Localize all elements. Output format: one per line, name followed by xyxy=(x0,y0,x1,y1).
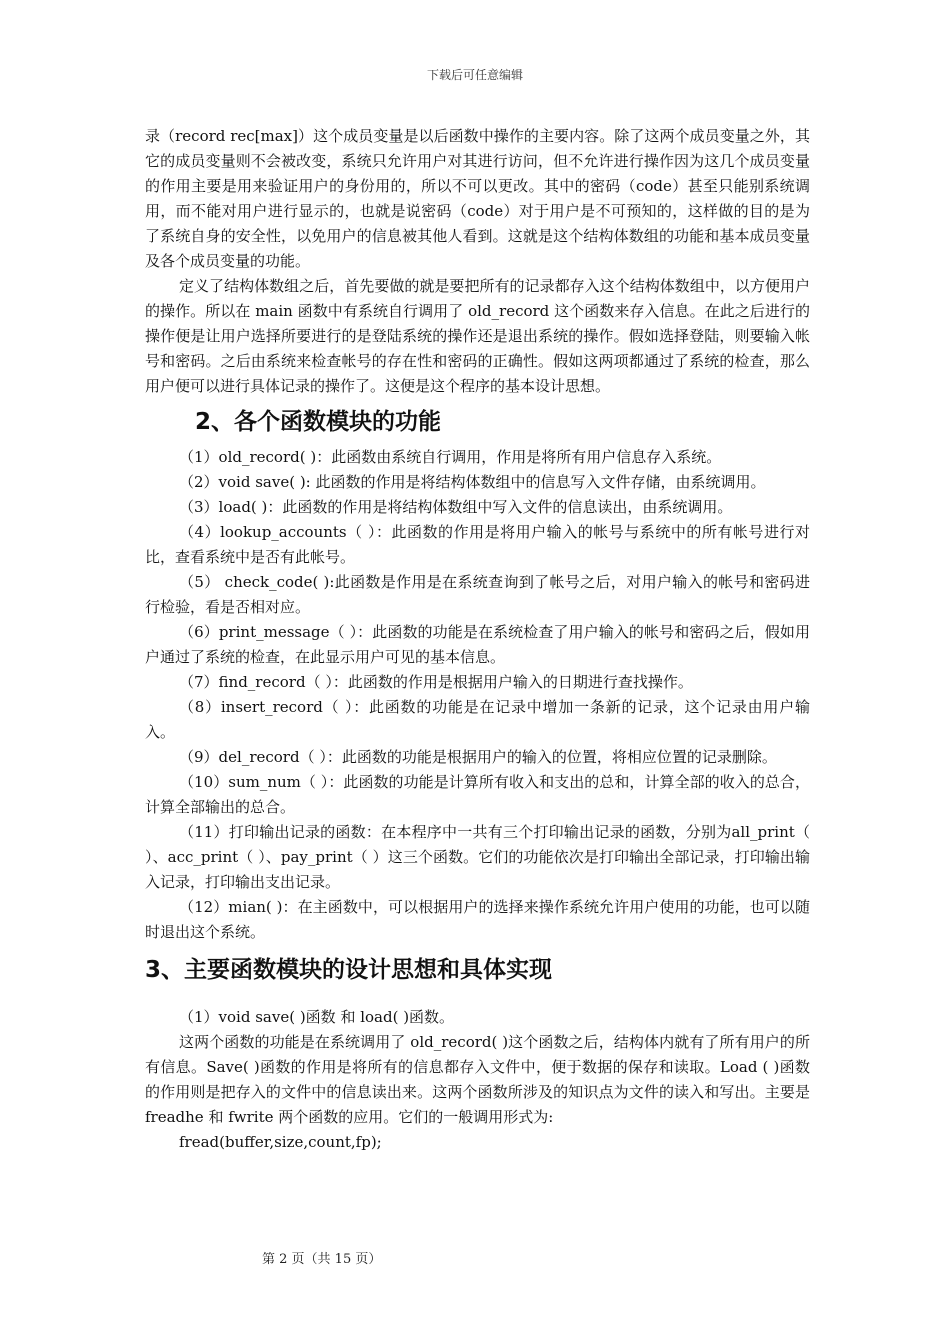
function-item-4: （4）lookup_accounts（ ）：此函数的作用是将用户输入的帐号与系统中的所有帐号进行对比，查看系统中是否有此帐号。 xyxy=(145,523,810,566)
page-content xyxy=(145,124,810,1155)
section-3-subheading: （1）void save( )函数 和 load( )函数。 xyxy=(179,1008,455,1026)
section-3-paragraph: 这两个函数的功能是在系统调用了 old_record( )这个函数之后，结构体内就有了所有用户的所有信息。Save( )函数的作用是将所有的信息都存入文件中，便于数据的保存和读取。Load ( )函数的作用则是把存入的文件中的信息读出来。这两个函数所涉及的知识点为文件的读入和写出。主要是 freadhe 和 fwrite 两个函数的应用。它们的一般调用形式为: xyxy=(145,1033,810,1126)
code-line: fread(buffer,size,count,fp); xyxy=(179,1133,382,1151)
section-2-heading: 2、各个函数模块的功能 xyxy=(195,409,442,435)
function-item-1: （1）old_record( )：此函数由系统自行调用，作用是将所有用户信息存入系统。 xyxy=(179,448,722,466)
function-item-8: （8）insert_record（ ）：此函数的功能是在记录中增加一条新的记录，这个记录由用户输入。 xyxy=(145,698,810,741)
intro-paragraph-1: 录（record rec[max]）这个成员变量是以后函数中操作的主要内容。除了这两个成员变量之外，其它的成员变量则不会被改变，系统只允许用户对其进行访问，但不允许进行操作因为这几个成员变量的作用主要是用来验证用户的身份用的，所以不可以更改。其中的密码（code）甚至只能别系统调用，而不能对用户进行显示的，也就是说密码（code）对于用户是不可预知的，这样做的目的是为了系统自身的安全性，以免用户的信息被其他人看到。这就是这个结构体数组的功能和基本成员变量及各个成员变量的功能。 xyxy=(145,127,810,270)
intro-paragraph-2: 定义了结构体数组之后，首先要做的就是要把所有的记录都存入这个结构体数组中，以方便用户的操作。所以在 main 函数中有系统自行调用了 old_record 这个函数来存入信息。在此之后进行的操作便是让用户选择所要进行的是登陆系统的操作还是退出系统的操作。假如选择登陆，则要输入帐号和密码。之后由系统来检查帐号的存在性和密码的正确性。假如这两项都通过了系统的检查，那么用户便可以进行具体记录的操作了。这便是这个程序的基本设计思想。 xyxy=(145,277,810,395)
function-item-9: （9）del_record（ ）：此函数的功能是根据用户的输入的位置，将相应位置的记录删除。 xyxy=(179,748,777,766)
page-footer-number: 第 2 页（共 15 页） xyxy=(262,1252,382,1267)
function-item-5: （5） check_code( ):此函数是作用是在系统查询到了帐号之后，对用户输入的帐号和密码进行检验，看是否相对应。 xyxy=(145,573,810,616)
function-item-11: （11）打印输出记录的函数：在本程序中一共有三个打印输出记录的函数，分别为all_print（ ）、acc_print（ ）、pay_print（ ）这三个函数。它们的功能依次是打印输出全部记录，打印输出输入记录，打印输出支出记录。 xyxy=(145,823,810,891)
function-item-3: （3）load( )：此函数的作用是将结构体数组中写入文件的信息读出，由系统调用。 xyxy=(179,498,733,516)
function-item-12: （12）mian( )：在主函数中，可以根据用户的选择来操作系统允许用户使用的功能，也可以随时退出这个系统。 xyxy=(145,898,810,941)
function-item-10: （10）sum_num（ ）：此函数的功能是计算所有收入和支出的总和，计算全部的收入的总合，计算全部输出的总合。 xyxy=(145,773,810,816)
page-header-note: 下载后可任意编辑 xyxy=(426,68,523,82)
function-item-2: （2）void save( ): 此函数的作用是将结构体数组中的信息写入文件存储，由系统调用。 xyxy=(179,473,766,491)
function-item-7: （7）find_record（ ）：此函数的作用是根据用户输入的日期进行查找操作。 xyxy=(179,673,693,691)
function-item-6: （6）print_message（ ）：此函数的功能是在系统检查了用户输入的帐号和密码之后，假如用户通过了系统的检查，在此显示用户可见的基本信息。 xyxy=(145,623,810,666)
section-3-heading: 3、主要函数模块的设计思想和具体实现 xyxy=(145,957,553,983)
